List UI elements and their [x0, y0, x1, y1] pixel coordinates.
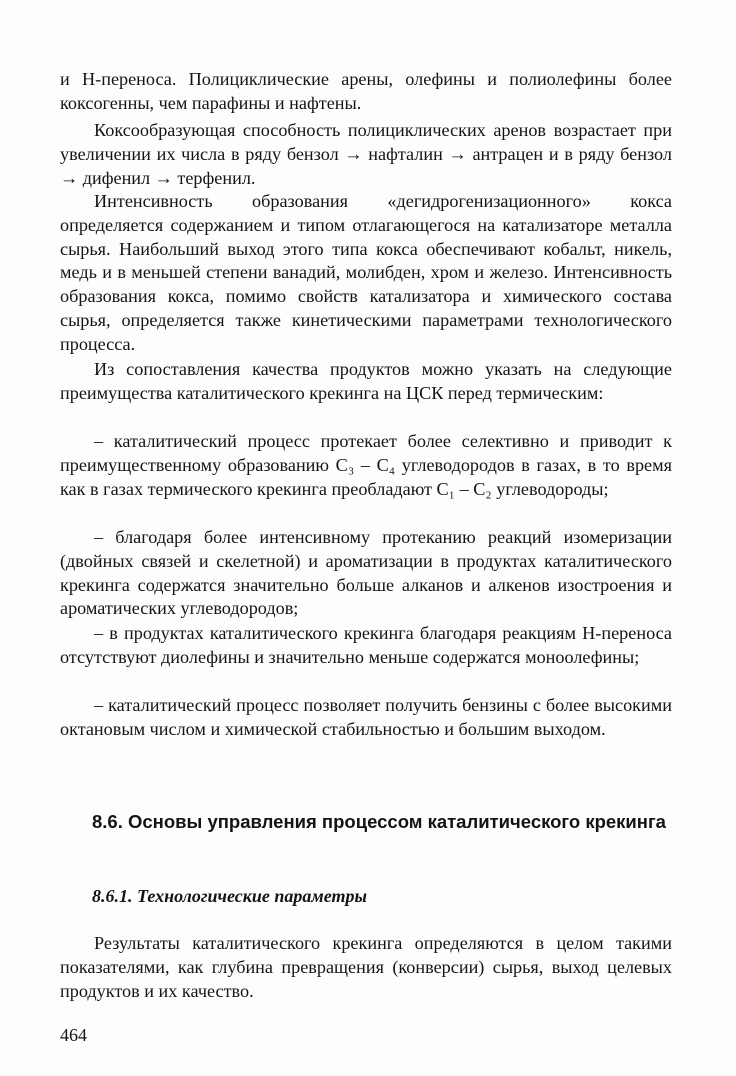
subsection-heading: 8.6.1. Технологические параметры	[92, 886, 367, 906]
paragraph-4: Из сопоставления качества продуктов можно указать на следующие преимущества каталитического крекинга на ЦСК перед термическим:	[60, 359, 672, 403]
page-number: 464	[60, 1025, 87, 1045]
list-item-3: – в продуктах каталитического крекинга благодаря реакциям H-переноса отсутствуют диолефины и значительно меньше содержатся моноолефины;	[60, 623, 672, 667]
final-paragraph: Результаты каталитического крекинга определяются в целом такими показателями, как глубина превращения (конверсии) сырья, выход целевых продуктов и их качество.	[60, 933, 672, 1001]
list-item-2: – благодаря более интенсивному протеканию реакций изомеризации (двойных связей и скелетной) и ароматизации в продуктах каталитического крекинга содержатся значительно больше алканов и алкенов изостроения и ароматических углеводородов;	[60, 527, 672, 619]
paragraph-3: Интенсивность образования «дегидрогенизационного» кокса определяется содержанием и типом отлагающегося на катализаторе металла сырья. Наибольший выход этого типа кокса обеспечивают кобальт, никель, медь и в меньшей степени ванадий, молибден, хром и железо. Интенсивность образования кокса, помимо свойств катализатора и химического состава сырья, определяется также кинетическими параметрами технологического процесса.	[60, 191, 672, 354]
section-heading: 8.6. Основы управления процессом каталитического крекинга	[92, 811, 666, 832]
list-item-1: – каталитический процесс протекает более селективно и приводит к преимущественному образованию C₃ – C₄ углеводородов в газах, в то время как в газах термического крекинга преобладают C₁ – C₂ углеводороды;	[60, 431, 672, 499]
list-item-4: – каталитический процесс позволяет получить бензины с более высокими октановым числом и химической стабильностью и большим выходом.	[60, 695, 672, 739]
paragraph-2: Коксообразующая способность полициклических аренов возрастает при увеличении их числа в ряду бензол → нафталин → антрацен и в ряду бензол → дифенил → терфенил.	[60, 120, 672, 188]
paragraph-1: и H-переноса. Полициклические арены, олефины и полиолефины более коксогенны, чем парафины и нафтены.	[60, 69, 672, 113]
